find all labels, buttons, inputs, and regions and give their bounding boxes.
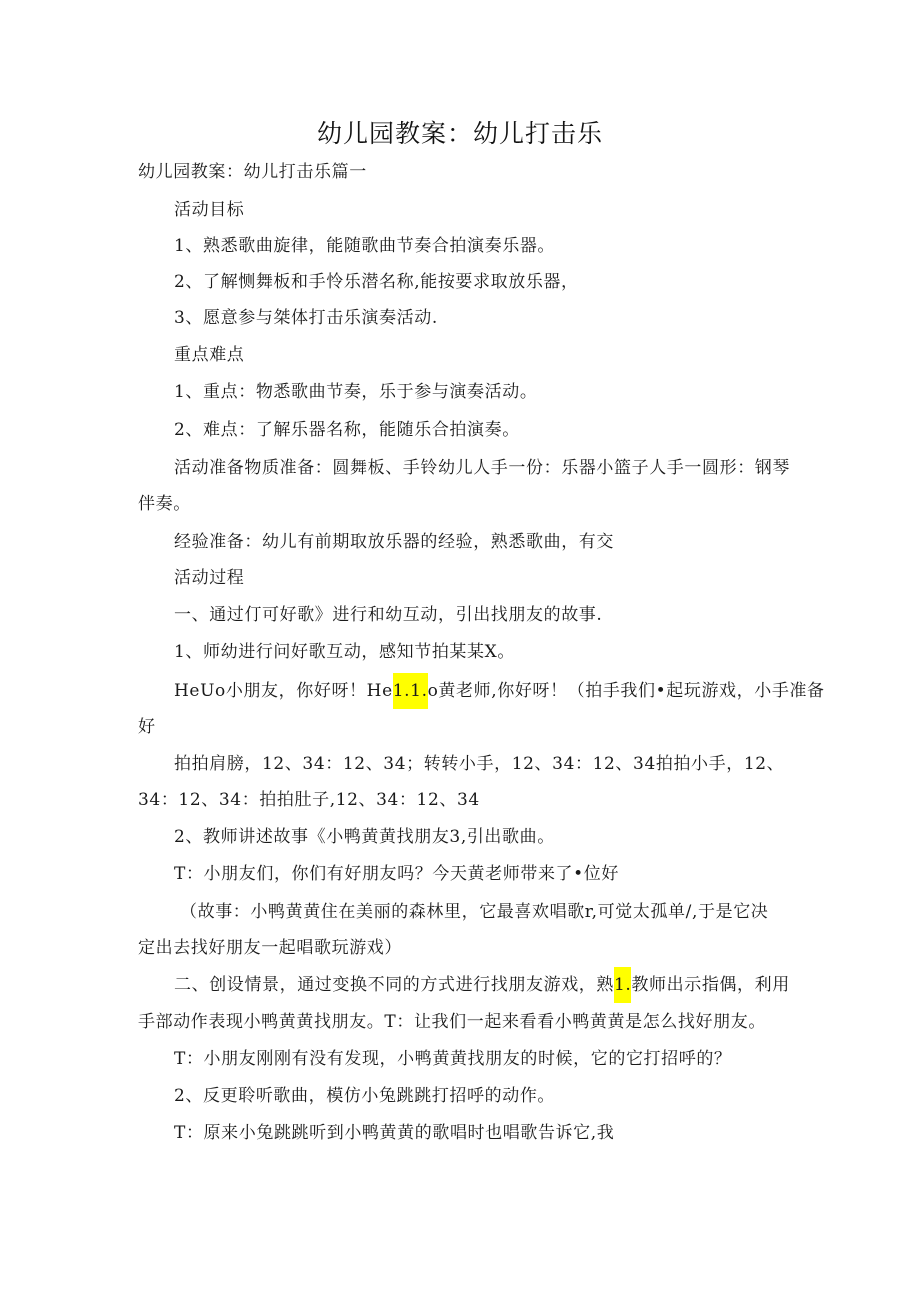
goal-item-2: 2、了解恻舞板和手怜乐潜名称,能按要求取放乐器， [174,272,579,292]
key-point-1: 1、重点：物悉歌曲节奏，乐于参与演奏活动。 [174,382,538,402]
key-point-2: 2、难点：了解乐器名称，能随乐合拍演奏。 [174,420,520,440]
process-step-1-2: 2、教师讲述故事《小鸭黄黄找朋友3,引出歌曲。 [174,827,555,847]
step-2-text-b: 教师出示指偶，利用 [631,975,790,995]
story-line-1: （故事：小鸭黄黄住在美丽的森林里，它最喜欢唱歌r,可觉太孤单/,于是它决 [180,902,769,922]
highlighted-text: 1. [614,967,631,1003]
goal-item-3: 3、愿意参与桀体打击乐演奏活动. [174,308,438,328]
process-step-2-2: 2、反更聆听歌曲，模仿小兔跳跳打招呼的动作。 [174,1086,556,1106]
step-2-text-a: 二、创设情景，通过变换不同的方式进行找朋友游戏，熟 [174,975,614,995]
section-heading-key-points: 重点难点 [174,345,245,365]
hello-song-line-2: 好 [138,717,156,737]
process-step-2-line-1 [174,973,790,997]
section-heading-process: 活动过程 [174,568,245,588]
section-heading-goals: 活动目标 [174,200,245,220]
clap-rhythm-line-2: 34：12、34：拍拍肚子,12、34：12、34 [138,790,480,810]
highlighted-text: 1.1. [393,673,428,709]
teacher-line-1: T：小朋友们，你们有好朋友吗？今天黄老师带来了•位好 [174,864,619,884]
process-step-1: 一、通过仃可好歌》进行和幼互动，引出找朋友的故事. [174,605,603,625]
clap-rhythm-line-1: 拍拍肩膀，12、34：12、34；转转小手，12、34：12、34拍拍小手，12、 [174,754,785,774]
teacher-line-2: T：小朋友刚刚有没有发现，小鸭黄黄找朋友的时候，它的它打招呼的？ [174,1049,732,1069]
document-subtitle: 幼儿园教案：幼儿打击乐篇一 [138,162,367,182]
teacher-line-3: T：原来小兔跳跳听到小鸭黄黄的歌唱时也唱歌告诉它,我 [174,1123,615,1143]
page-title: 幼儿园教案：幼儿打击乐 [316,119,603,148]
process-step-2-line-2: 手部动作表现小鸭黄黄找朋友。T：让我们一起来看看小鸭黄黄是怎么找好朋友。 [138,1012,766,1032]
process-step-1-1: 1、师幼进行问好歌互动，感知节拍某某X。 [174,642,515,662]
experience-preparation: 经验准备：幼儿有前期取放乐器的经验，熟悉歌曲，有交 [174,532,614,552]
hello-text-b: o黄老师,你好呀！（拍手我们•起玩游戏，小手准备 [427,681,825,701]
goal-item-1: 1、熟悉歌曲旋律，能随歌曲节奏合拍演奏乐器。 [174,236,556,256]
preparation-line-1: 活动准备物质准备：圆舞板、手铃幼儿人手一份：乐器小篮子人手一圆形：钢琴 [174,458,790,478]
hello-text-a: HeUo小朋友，你好呀！He [174,681,393,701]
story-line-2: 定出去找好朋友一起唱歌玩游戏） [138,938,402,958]
preparation-line-2: 伴奏。 [138,494,191,514]
hello-song-line-1 [174,679,825,703]
